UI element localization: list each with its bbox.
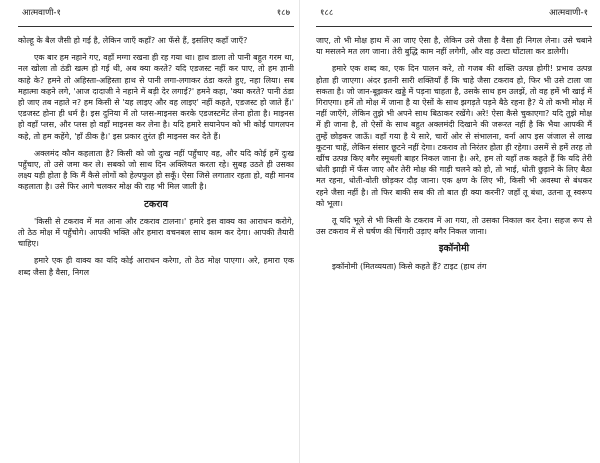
section-heading-takraav: टकराव <box>144 198 168 210</box>
right-page-number: १८८ <box>320 8 334 18</box>
left-paragraph-2: एक बार हम नहाने गए, वहाँ मग्गा रखना ही रह गया था। हाथ डाला तो पानी बहुत गरम था, नल खोला तो ठंडी खत्म हो गई थी, अब क्या करते? यदि एडजस्ट नहीं कर पाए, तो हम ज्ञानी काहे के? हमने तो अहिस्ता-अहिस्ता हाथ से पानी लगा-लगाकर ठंडा करते हुए, नहा लिया। सब महात्मा कहने लगे, 'आज दादाजी ने नहाने में बड़ी देर लगाई?' हमने कहा, 'क्या करते? पानी ठंडा हो जाए तब नहाते न? हम किसी से 'यह लाइए और वह लाइए' नहीं कहते, एडजस्ट हो जाते हैं।' एडजस्ट होना ही धर्म है। इस दुनिया में तो प्लस-माइनस करके एडजस्टमेंट लेना होता है। माइनस हो वहाँ प्लस, और प्लस हो वहाँ माइनस कर लेना है। यदि हमारे सयानेपन को भी कोई पागलपन कहे, तो हम कहेंगे, 'हाँ ठीक है।' इस प्रकार तुरंत ही माइनस कर देते हैं। <box>18 53 294 141</box>
right-header-title: आत्मवाणी-१ <box>549 8 588 18</box>
left-page-body <box>18 27 294 278</box>
right-page <box>316 0 592 463</box>
left-paragraph-4: 'किसी से टकराव में मत आना और टकराव टालना।' हमारे इस वाक्य का आराधन करोगे, तो ठेठ मोक्ष में पहुँचोगे। आपकी भक्ति और हमारा वचनबल साथ काम कर देगा। आपकी तैयारी चाहिए। <box>18 216 294 249</box>
right-paragraph-1: जाए, तो भी मोक्ष हाथ में आ जाए ऐसा है, लेकिन उसे जैसा है वैसा ही निगल लेना। उसे चबाने या मसलने मत लग जाना। तेरी बुद्धि काम नहीं लगेगी, और वह उल्टा घोंटाला कर डालेगी। <box>316 36 592 57</box>
right-page-header <box>316 0 592 27</box>
right-paragraph-4: इकॉनोमी (मितव्ययता) किसे कहते हैं? टाइट (हाथ तंग <box>332 261 487 271</box>
right-paragraph-3: तू यदि भूले से भी किसी के टकराव में आ गया, तो उसका निकाल कर देना। सहज रूप से उस टकराव में से घर्षण की चिंगारी उड़ाए बगैर निकल जाना। <box>316 216 592 237</box>
right-page-body <box>316 27 592 272</box>
left-paragraph-3: अक्लमंद कौन कहलाता है? किसी को जो दुःख नहीं पहुँचाए वह, और यदि कोई हमें दुःख पहुँचाए, तो उसे जमा कर ले। सबको जो साथ दिन अक्लियत करता रहे। सुबह उठते ही उसका लक्ष्य यही होता है कि मैं कैसे लोगों को हेल्पफुल हो सकूँ। ऐसा जिसे लगातार रहता हो, वही मानव कहलाता है। उसे फिर आगे चलकर मोक्ष की राह भी मिल जाती है। <box>18 148 294 192</box>
left-paragraph-1: कोल्हू के बैल जैसी हो गई है, लेकिन जाएँ कहाँ? आ फँसे हैं, इसलिए कहाँ जाएँ? <box>18 36 248 45</box>
section-heading-economy: इकॉनोमी <box>438 243 470 255</box>
left-paragraph-5: हमारे एक ही वाक्य का यदि कोई आराधन करेगा, तो ठेठ मोक्ष पाएगा। अरे, हमारा एक शब्द जैसा है वैसा, निगल <box>18 256 294 277</box>
left-page-header <box>18 0 294 27</box>
page-gutter <box>299 0 300 463</box>
left-page-number: १८७ <box>276 8 290 18</box>
left-header-title: आत्मवाणी-१ <box>22 8 61 18</box>
right-paragraph-2: हमारे एक शब्द का, एक दिन पालन करे, तो गजब की शक्ति उत्पन्न होगी! प्रभाव उत्पन्न होता ही जाएगा। अंदर इतनी सारी शक्तियाँ हैं कि चाहे जैसा टकराव हो, फिर भी उसे टाला जा सकता है। जो जान-बूझकर खड्डे में पड़ना चाहता है, उसके साथ हम उलझें, तो वह हमें भी खाई में गिराएगा। हमें तो मोक्ष में जाना है या ऐसों के साथ झगड़ते पड़ने बैठे रहना है? ये तो कभी मोक्ष में नहीं जाएँगे, लेकिन तुझे भी अपने साथ बिठाकर रखेंगे। अरे! ऐसा कैसे चुकाएगा? यदि तुझे मोक्ष में ही जाना है, तो ऐसों के साथ बहुत अक्लमंदी दिखाने की जरूरत नहीं है कि भैया आपकी मैं तुम्हें छोड़कर जाऊँ। वहाँ गया है ये सारे, चारों ओर से संभालना, वर्ना आप इस जंजाल से लाख कूटना चाहें, लेकिन संसार छूटने नहीं देगा। टकराव तो निरंतर होता ही रहेगा। उसमें से हमें तरह तो खींच उत्पन्न किए बगैर स्मूथली बाहर निकल जाना है। अरे, हम तो यहाँ तक कहते हैं कि यदि तेरी धोती झाड़ी में फँस जाए और तेरी मोक्ष की गाड़ी चलने को हो, तो भाई, धोती छुड़ाने के लिए बैठा मत रहना, धोती-वोती छोड़कर दौड़ जाना। एक क्षण के लिए भी, किसी भी अवस्था से बंधकर रहने जैसा नहीं है। तो फिर बाकी सब की तो बात ही क्या करनी? जहाँ तू बंधा, उतना तू स्वरूप को भूला। <box>316 64 592 208</box>
left-page <box>18 0 294 463</box>
